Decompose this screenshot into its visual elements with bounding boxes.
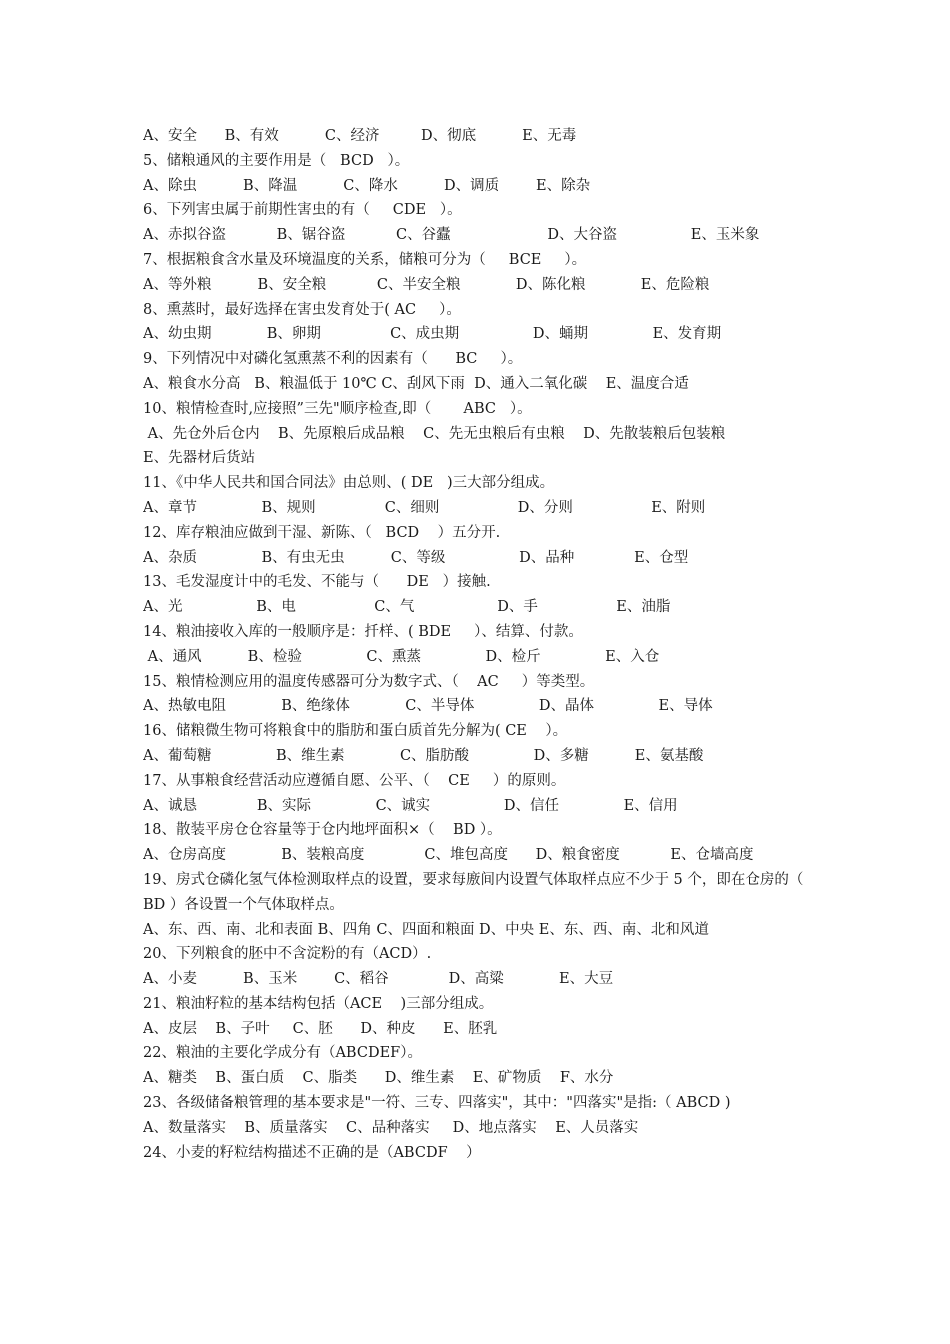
text-line: 10、粮情检查时,应接照”三先"顺序检查,即（ ABC ）。 bbox=[143, 400, 532, 417]
text-line: 11、《中华人民共和国合同法》由总则、( DE )三大部分组成。 bbox=[143, 475, 555, 492]
text-line: A、通风 B、检验 C、熏蒸 D、检斤 E、入仓 bbox=[143, 648, 660, 665]
text-line: A、仓房高度 B、装粮高度 C、堆包高度 D、粮食密度 E、仓墙高度 bbox=[143, 847, 754, 864]
text-line: 9、下列情况中对磷化氢熏蒸不利的因素有（ BC ）。 bbox=[143, 351, 523, 368]
text-line: A、等外粮 B、安全粮 C、半安全粮 D、陈化粮 E、危险粮 bbox=[143, 276, 710, 293]
text-line: A、光 B、电 C、气 D、手 E、油脂 bbox=[143, 599, 671, 616]
text-line: A、热敏电阻 B、绝缘体 C、半导体 D、晶体 E、导体 bbox=[143, 698, 713, 715]
text-line: 21、粮油籽粒的基本结构包括（ACE )三部分组成。 bbox=[143, 995, 494, 1012]
text-line: A、数量落实 B、质量落实 C、品种落实 D、地点落实 E、人员落实 bbox=[143, 1119, 639, 1136]
text-line: A、先仓外后仓内 B、先原粮后成品粮 C、先无虫粮后有虫粮 D、先散装粮后包装粮 bbox=[143, 425, 726, 442]
text-line: A、皮层 B、子叶 C、胚 D、种皮 E、胚乳 bbox=[143, 1020, 498, 1037]
question-19: 19、房式仓磷化氢气体检测取样点的设置，要求每廒间内设置气体取样点应不少于 5 个，即在仓房的（ BD ）各设置一个气体取样点。 bbox=[143, 871, 804, 913]
text-line: A、章节 B、规则 C、细则 D、分则 E、附则 bbox=[143, 499, 706, 516]
text-line: A、糖类 B、蛋白质 C、脂类 D、维生素 E、矿物质 F、水分 bbox=[143, 1070, 614, 1087]
text-line: A、小麦 B、玉米 C、稻谷 D、高粱 E、大豆 bbox=[143, 971, 614, 988]
text-line: 6、下列害虫属于前期性害虫的有（ CDE ）。 bbox=[143, 202, 462, 219]
text-line: 16、储粮微生物可将粮食中的脂肪和蛋白质首先分解为( CE ）。 bbox=[143, 723, 568, 740]
text-line: 13、毛发湿度计中的毛发、不能与（ DE ）接触. bbox=[143, 574, 491, 591]
text-line: A、安全 B、有效 C、经济 D、彻底 E、无毒 bbox=[143, 128, 577, 144]
question-19-options: A、东、西、南、北和表面 B、四角 C、四面和粮面 D、中央 E、东、西、南、北和风道 bbox=[143, 921, 709, 938]
text-line: A、诚恳 B、实际 C、诚实 D、信任 E、信用 bbox=[143, 797, 678, 814]
text-line: 22、粮油的主要化学成分有（ABCDEF）。 bbox=[143, 1045, 422, 1062]
text-line: 14、粮油接收入库的一般顺序是：扦样、( BDE ）、结算、付款。 bbox=[143, 623, 583, 640]
text-line: 7、根据粮食含水量及环境温度的关系，储粮可分为（ BCE ）。 bbox=[143, 251, 587, 268]
text-line: 15、粮情检测应用的温度传感器可分为数字式、（ AC ）等类型。 bbox=[143, 673, 595, 690]
text-line: 5、储粮通风的主要作用是（ BCD ）。 bbox=[143, 152, 410, 169]
text-line: A、除虫 B、降温 C、降水 D、调质 E、除杂 bbox=[143, 177, 591, 194]
text-line: 12、库存粮油应做到干湿、新陈、（ BCD ）五分开. bbox=[143, 524, 501, 541]
question-23: 23、各级储备粮管理的基本要求是"一符、三专、四落实"，其中："四落实"是指:（ ABCD ) bbox=[143, 1095, 731, 1112]
text-line: 24、小麦的籽粒结构描述不正确的是（ABCDF ） bbox=[143, 1144, 481, 1161]
text-line: 17、从事粮食经营活动应遵循自愿、公平、（ CE ）的原则。 bbox=[143, 772, 566, 789]
text-line: 8、熏蒸时，最好选择在害虫发育处于( AC ）。 bbox=[143, 301, 461, 318]
text-line: 20、下列粮食的胚中不含淀粉的有（ACD）. bbox=[143, 946, 432, 963]
question-list bbox=[143, 124, 813, 1165]
text-line: A、赤拟谷盗 B、锯谷盗 C、谷蠹 D、大谷盗 E、玉米象 bbox=[143, 227, 760, 244]
text-line: 18、散装平房仓仓容量等于仓内地坪面积×（ BD ）。 bbox=[143, 822, 502, 839]
text-line: A、杂质 B、有虫无虫 C、等级 D、品种 E、仓型 bbox=[143, 549, 689, 566]
text-line: A、幼虫期 B、卵期 C、成虫期 D、蛹期 E、发育期 bbox=[143, 326, 722, 343]
text-line: A、粮食水分高 B、粮温低于 10℃ C、刮风下雨 D、通入二氧化碳 E、温度合适 bbox=[143, 375, 689, 392]
text-line: A、葡萄糖 B、维生素 C、脂肪酸 D、多糖 E、氨基酸 bbox=[143, 747, 704, 764]
text-line: E、先器材后货站 bbox=[143, 450, 256, 467]
